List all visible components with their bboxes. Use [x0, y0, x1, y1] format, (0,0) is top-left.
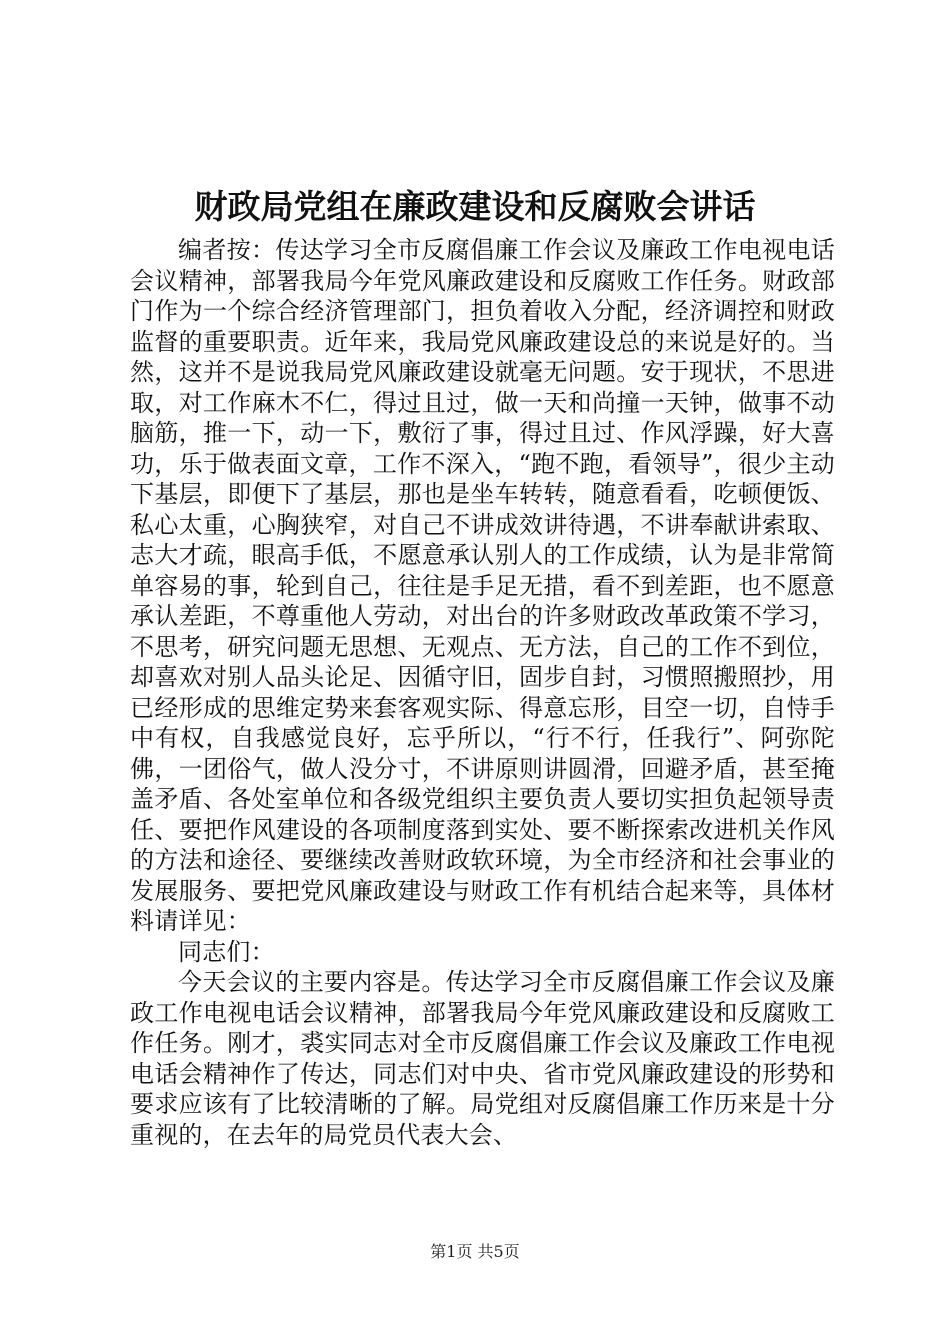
document-title: 财政局党组在廉政建设和反腐败会讲话 — [194, 187, 756, 226]
paragraph-meeting-content: 今天会议的主要内容是。传达学习全市反腐倡廉工作会议及廉政工作电视电话会议精神，部署我局今年党风廉政建设和反腐败工作任务。刚才，裘实同志对全市反腐倡廉工作会议及廉政工作电视电话会精神作了传达，同志们对中央、省市党风廉政建设的形势和要求应该有了比较清晰的了解。局党组对反腐倡廉工作历来是十分重视的，在去年的局党员代表大会、 — [130, 968, 835, 1149]
page-number-footer: 第1页 共5页 — [430, 1242, 520, 1261]
document-body — [130, 235, 835, 1150]
paragraph-editor-note: 编者按：传达学习全市反腐倡廉工作会议及廉政工作电视电话会议精神，部署我局今年党风廉政建设和反腐败工作任务。财政部门作为一个综合经济管理部门，担负着收入分配，经济调控和财政监督的重要职责。近年来，我局党风廉政建设总的来说是好的。当然，这并不是说我局党风廉政建设就毫无问题。安于现状，不思进取，对工作麻木不仁，得过且过，做一天和尚撞一天钟，做事不动脑筋，推一下，动一下，敷衍了事，得过且过、作风浮躁，好大喜功，乐于做表面文章，工作不深入，“跑不跑，看领导”，很少主动下基层，即便下了基层，那也是坐车转转，随意看看，吃顿便饭、私心太重，心胸狭窄，对自己不讲成效讲待遇，不讲奉献讲索取、志大才疏，眼高手低，不愿意承认别人的工作成绩，认为是非常简单容易的事，轮到自己，往往是手足无措，看不到差距，也不愿意承认差距，不尊重他人劳动，对出台的许多财政改革政策不学习，不思考，研究问题无思想、无观点、无方法，自己的工作不到位，却喜欢对别人品头论足、因循守旧，固步自封，习惯照搬照抄，用已经形成的思维定势来套客观实际、得意忘形，目空一切，自恃手中有权，自我感觉良好，忘乎所以，“行不行，任我行”、阿弥陀佛，一团俗气，做人没分寸，不讲原则讲圆滑，回避矛盾，甚至掩盖矛盾、各处室单位和各级党组织主要负责人要切实担负起领导责任、要把作风建设的各项制度落到实处、要不断探索改进机关作风的方法和途径、要继续改善财政软环境，为全市经济和社会事业的发展服务、要把党风廉政建设与财政工作有机结合起来等，具体材料请详见： — [130, 236, 835, 935]
paragraph-salutation: 同志们： — [178, 937, 275, 966]
